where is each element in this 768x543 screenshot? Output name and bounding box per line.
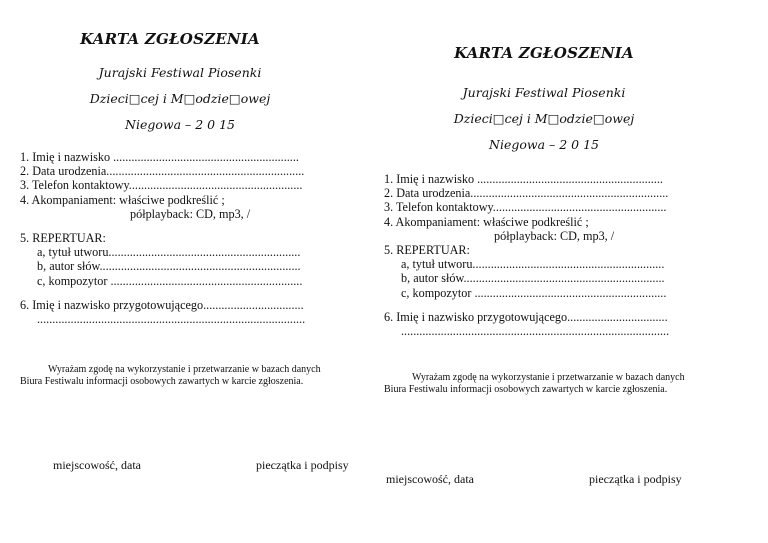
registration-card-left [20, 30, 340, 388]
stamp-signature-label-left: pieczątka i podpisy [256, 458, 349, 472]
field-birth-date[interactable]: 2. Data urodzenia................................................................. [384, 186, 669, 201]
form-fields [384, 172, 704, 338]
field-trainer-line[interactable]: ........................................................................................ [37, 312, 306, 327]
card-title: KARTA ZGŁOSZENIA [454, 44, 634, 62]
field-name[interactable]: 1. Imię i nazwisko ............................................................. [384, 172, 663, 186]
stamp-signature-label-right: pieczątka i podpisy [589, 472, 682, 486]
place-date-label-right: miejscowość, data [386, 472, 474, 486]
field-trainer[interactable]: 6. Imię i nazwisko przygotowującego................................. [20, 297, 304, 312]
form-fields [20, 150, 340, 326]
field-phone[interactable]: 3. Telefon kontaktowy......................................................... [20, 178, 303, 193]
festival-line-2: Dzieci□cej i M□odzie□owej [89, 91, 271, 106]
field-accompaniment: 4. Akompaniament: właściwe podkreślić ; [384, 214, 589, 229]
field-name[interactable]: 1. Imię i nazwisko ............................................................. [20, 150, 299, 164]
festival-name [20, 60, 340, 138]
field-phone[interactable]: 3. Telefon kontaktowy......................................................... [384, 200, 667, 215]
consent-text: Wyrażam zgodę na wykorzystanie i przetwarzanie w bazach danych Biura Festiwalu informacji osobowych zawartych w karcie zgłoszenia. [384, 372, 685, 396]
field-song-title[interactable]: a, tytuł utworu............................................................... [401, 257, 665, 272]
festival-line-3: Niegowa – 2 0 15 [125, 117, 235, 132]
field-accompaniment: 4. Akompaniament: właściwe podkreślić ; [20, 192, 225, 207]
card-title: KARTA ZGŁOSZENIA [80, 30, 260, 48]
consent-text: Wyrażam zgodę na wykorzystanie i przetwarzanie w bazach danych Biura Festiwalu informacji osobowych zawartych w karcie zgłoszenia. [20, 364, 321, 388]
festival-line-1: Jurajski Festiwal Piosenki [98, 65, 262, 80]
field-birth-date[interactable]: 2. Data urodzenia................................................................. [20, 164, 305, 179]
festival-name [384, 80, 704, 158]
field-repertoire: 5. REPERTUAR: [20, 231, 106, 246]
field-repertoire: 5. REPERTUAR: [384, 243, 470, 258]
festival-line-1: Jurajski Festiwal Piosenki [462, 85, 626, 100]
registration-card-right [384, 44, 704, 396]
field-accompaniment-options[interactable]: półplayback: CD, mp3, / [494, 228, 615, 243]
festival-line-3: Niegowa – 2 0 15 [489, 137, 599, 152]
festival-line-2: Dzieci□cej i M□odzie□owej [453, 111, 635, 126]
field-lyricist[interactable]: b, autor słów.................................................................. [401, 271, 665, 286]
field-trainer-line[interactable]: ........................................................................................ [401, 324, 670, 339]
field-composer[interactable]: c, kompozytor ............................................................... [37, 273, 303, 288]
place-date-label-left: miejscowość, data [53, 458, 141, 472]
field-song-title[interactable]: a, tytuł utworu............................................................... [37, 245, 301, 260]
field-lyricist[interactable]: b, autor słów.................................................................. [37, 259, 301, 274]
field-accompaniment-options[interactable]: półplayback: CD, mp3, / [130, 206, 251, 221]
field-composer[interactable]: c, kompozytor ............................................................... [401, 285, 667, 300]
field-trainer[interactable]: 6. Imię i nazwisko przygotowującego................................. [384, 309, 668, 324]
